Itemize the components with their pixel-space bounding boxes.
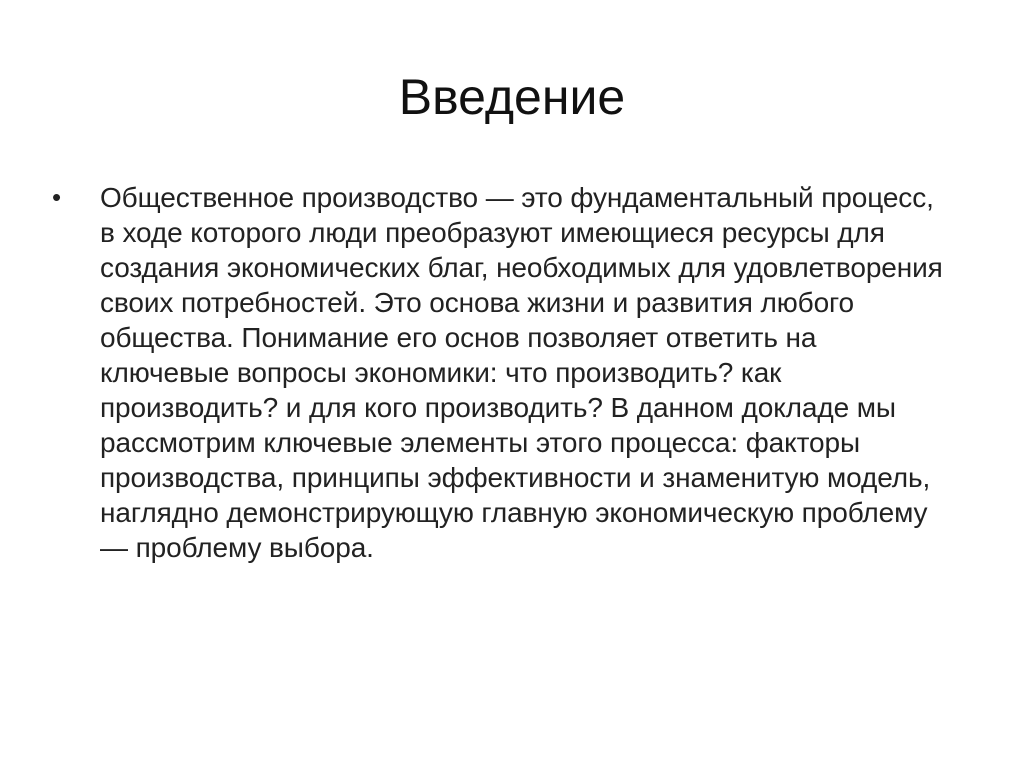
- bullet-item: [52, 180, 950, 565]
- bullet-icon: •: [52, 182, 62, 212]
- slide-body: [52, 180, 950, 565]
- slide-title: Введение: [398, 69, 626, 125]
- bullet-text: Общественное производство — это фундаментальный процесс, в ходе которого люди преобразуют имеющиеся ресурсы для создания экономических благ, необходимых для удовлетворения своих потребностей. Это основа жизни и развития любого общества. Понимание его основ позволяет ответить на ключевые вопросы экономики: что производить? как производить? и для кого производить? В данном докладе мы рассмотрим ключевые элементы этого процесса: факторы производства, принципы эффективности и знаменитую модель, наглядно демонстрирующую главную экономическую проблему — проблему выбора.: [100, 182, 943, 563]
